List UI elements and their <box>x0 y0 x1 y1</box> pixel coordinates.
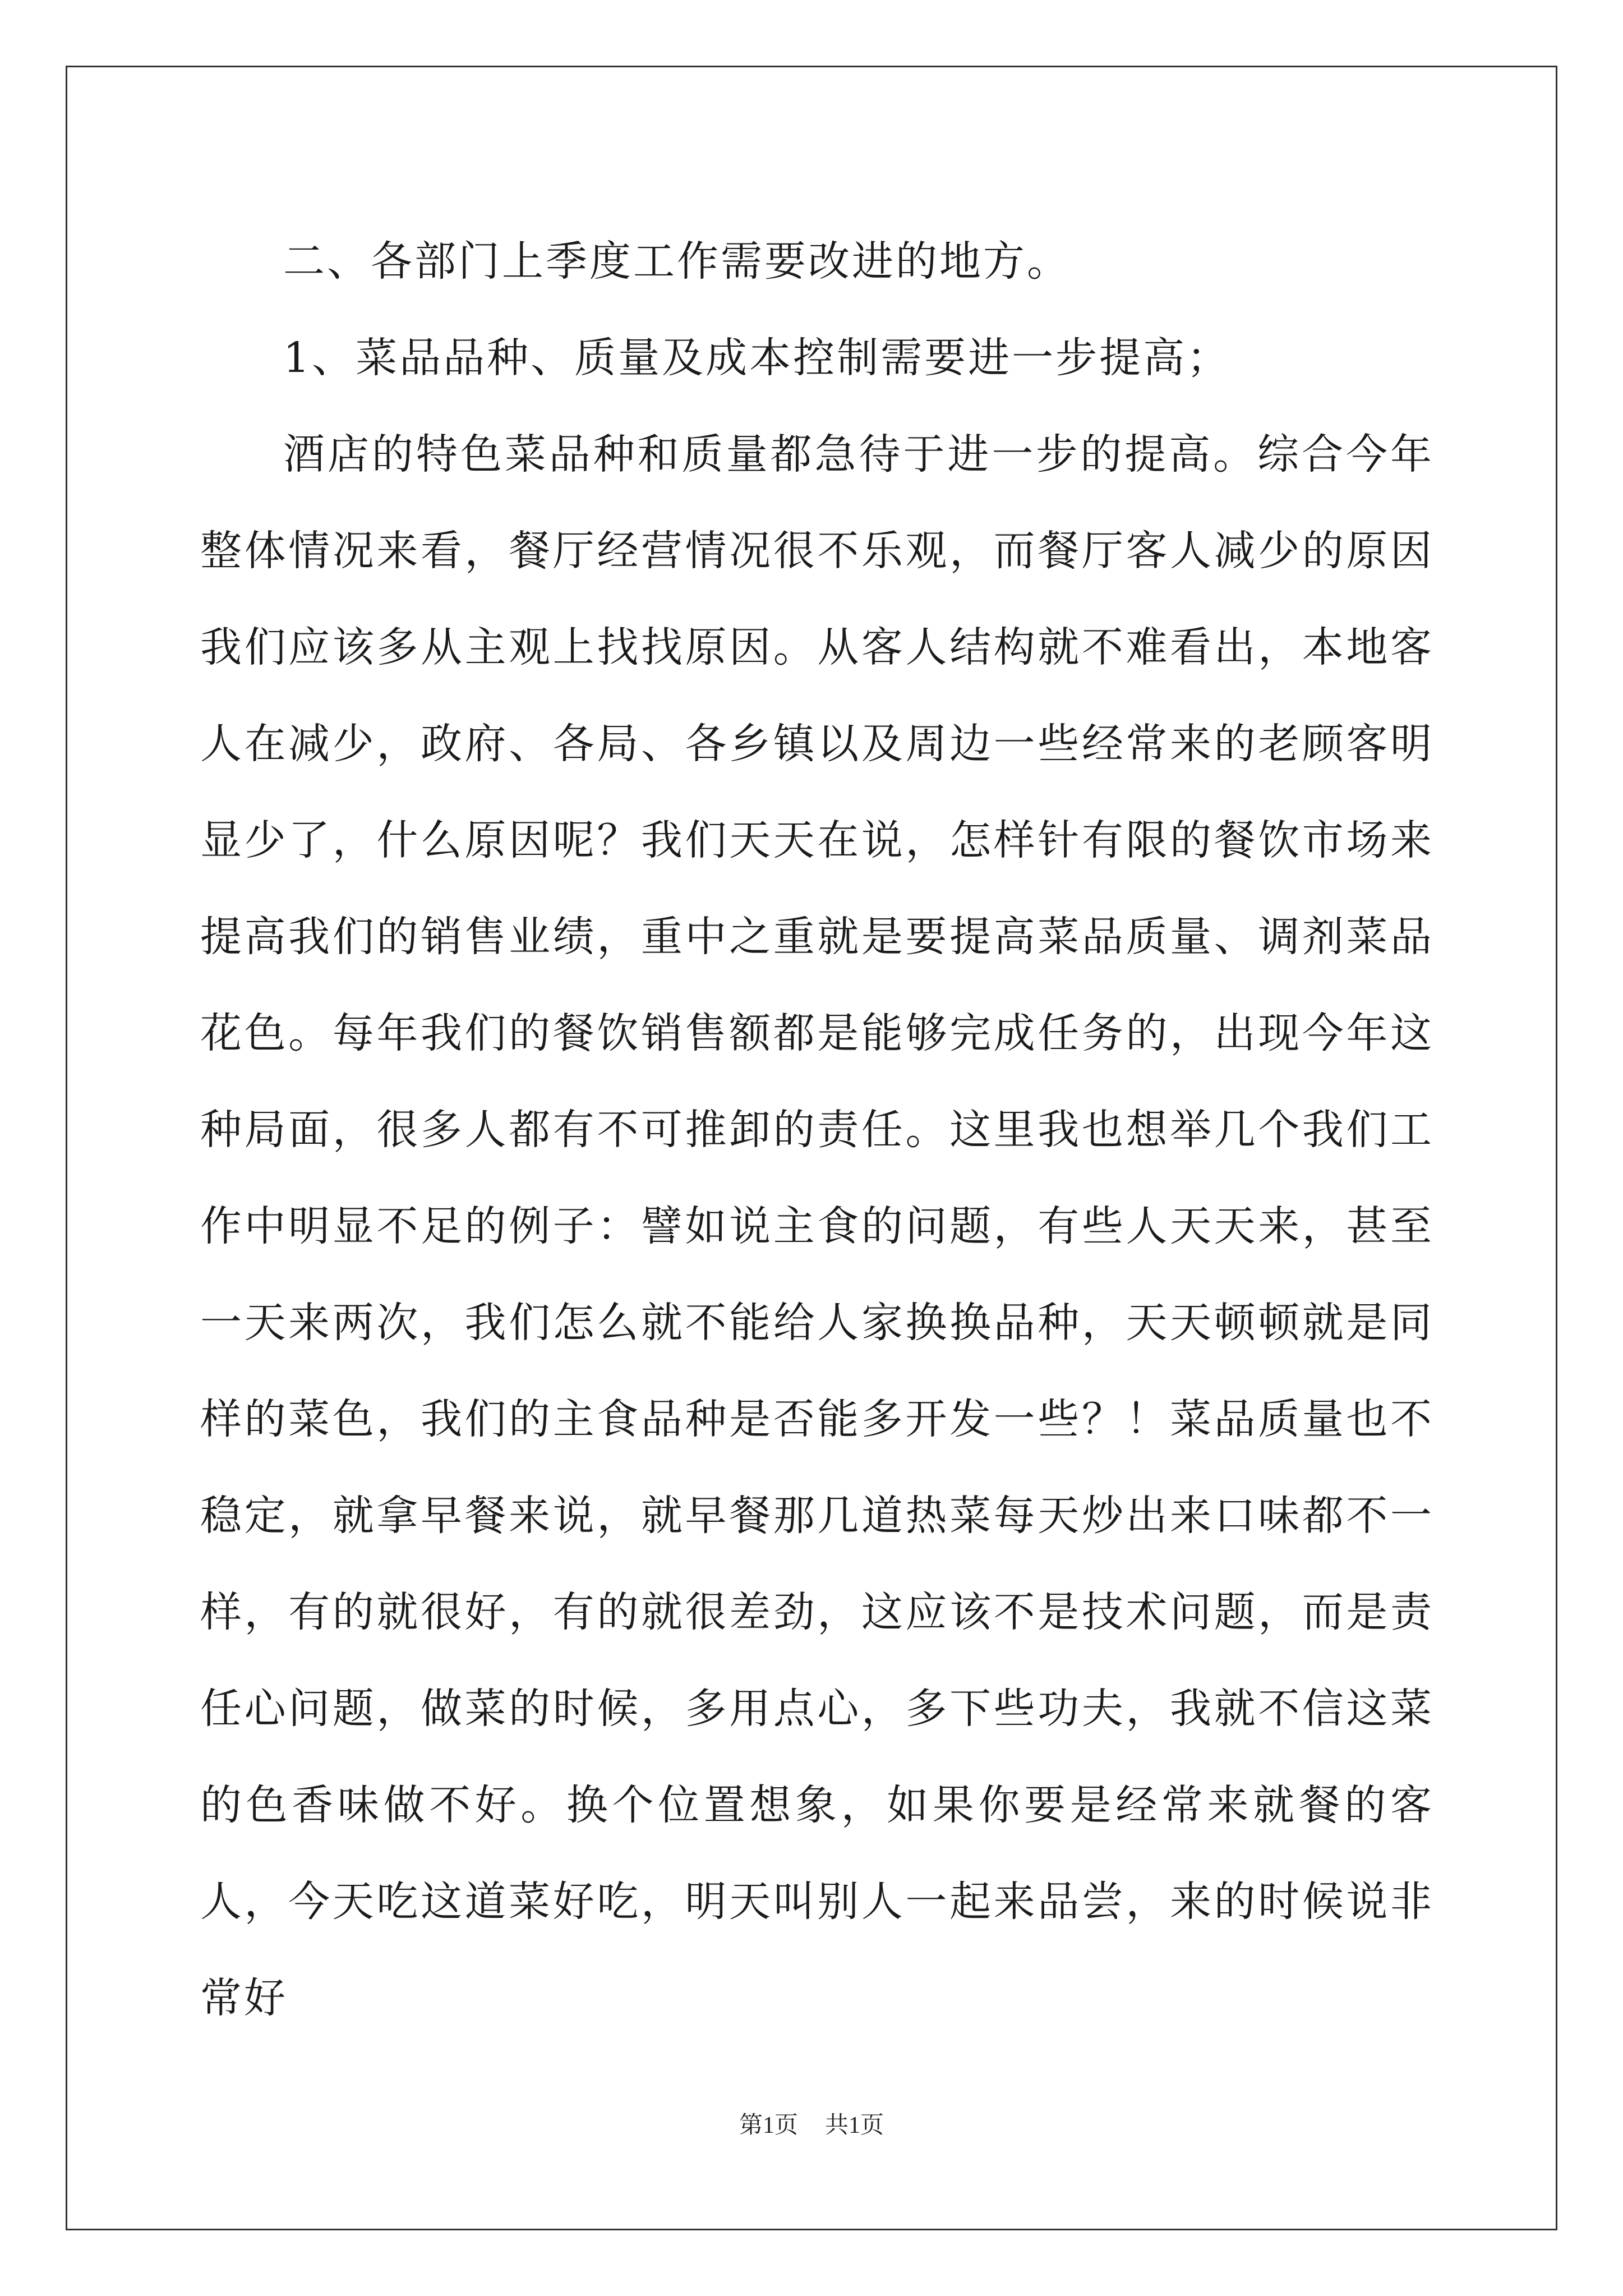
page-total: 共1页 <box>825 2113 884 2138</box>
body-paragraph: 酒店的特色菜品种和质量都急待于进一步的提高。综合今年整体情况来看，餐厅经营情况很不乐观，而餐厅客人减少的原因我们应该多从主观上找找原因。从客人结构就不难看出，本地客人在减少，政府、各局、各乡镇以及周边一些经常来的老顾客明显少了，什么原因呢？我们天天在说，怎样针有限的餐饮市场来提高我们的销售业绩，重中之重就是要提高菜品质量、调剂菜品花色。每年我们的餐饮销售额都是能够完成任务的，出现今年这种局面，很多人都有不可推卸的责任。这里我也想举几个我们工作中明显不足的例子：譬如说主食的问题，有些人天天来，甚至一天来两次，我们怎么就不能给人家换换品种，天天顿顿就是同样的菜色，我们的主食品种是否能多开发一些？！菜品质量也不稳定，就拿早餐来说，就早餐那几道热菜每天炒出来口味都不一样，有的就很好，有的就很差劲，这应该不是技术问题，而是责任心问题，做菜的时候，多用点心，多下些功夫，我就不信这菜的色香味做不好。换个位置想象，如果你要是经常来就餐的客人，今天吃这道菜好吃，明天叫别人一起来品尝，来的时候说非常好 <box>200 430 1434 2022</box>
section-heading: 二、各部门上季度工作需要改进的地方。 <box>283 237 1071 286</box>
page-number: 第1页 <box>739 2113 798 2138</box>
page-footer <box>0 2106 1623 2140</box>
subsection-heading: 1、菜品品种、质量及成本控制需要进一步提高； <box>283 334 1231 382</box>
document-body <box>200 213 1434 2046</box>
